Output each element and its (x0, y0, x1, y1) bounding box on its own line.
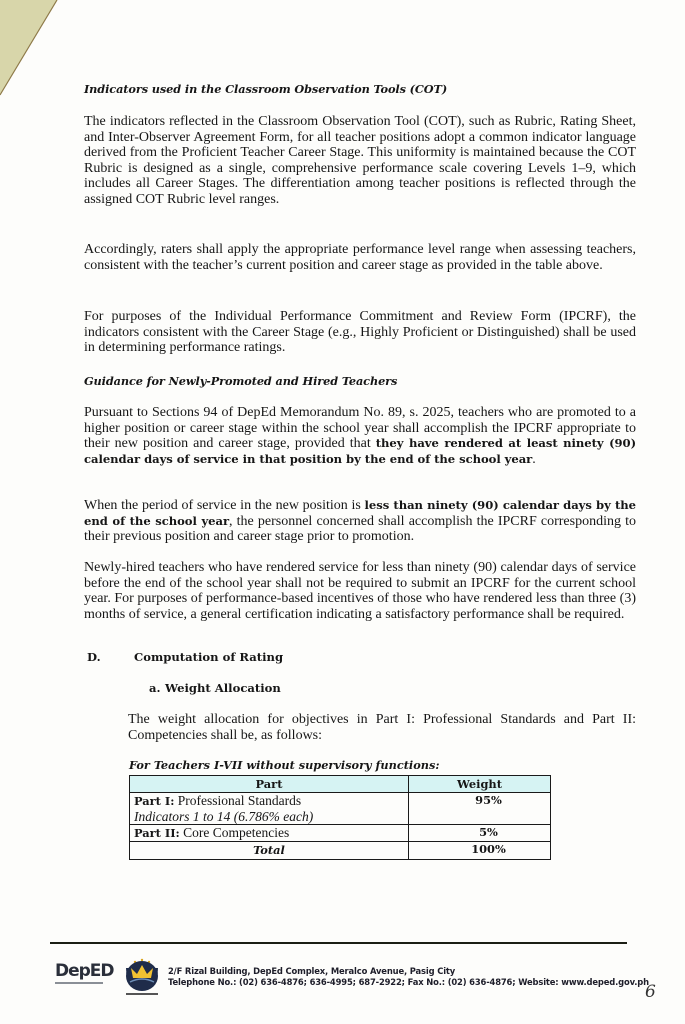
deped-logo-text: DepED (55, 961, 114, 981)
cot-paragraph-3: For purposes of the Individual Performance Commitment and Review Form (IPCRF), the indicators consistent with the Career Stage (e.g., Highly Proficient or Distinguished) shall be used in determining performance ratings. (84, 309, 636, 356)
guidance-p1-end: . (532, 451, 536, 467)
weight-allocation-table (129, 775, 551, 860)
total-label: Total (130, 842, 409, 860)
guidance-paragraph-3: Newly-hired teachers who have rendered service for less than ninety (90) calendar days of service before the end of the school year shall not be required to submit an IPCRF for the current school year. For purposes of performance-based incentives of those who have rendered less than three (3) months of service, a general certification indicating a satisfactory performance shall be required. (84, 560, 636, 622)
guidance-p1-bold: they have rendered at least ninety (90) calendar days of service in that position by the end of the school year (84, 436, 637, 466)
header-part: Part (130, 776, 409, 793)
guidance-p2-end: , the personnel concerned shall accomplish the IPCRF corresponding to their previous position and career stage prior to promotion. (84, 513, 636, 545)
guidance-p2-text: When the period of service in the new position is (84, 498, 365, 513)
cot-paragraph-1: The indicators reflected in the Classroom Observation Tool (COT), such as Rubric, Rating Sheet, and Inter-Observer Agreement Form, for all teacher positions adopt a common indicator language derived from the Proficient Teacher Career Stage. This uniformity is maintained because the COT Rubric is designed as a single, comprehensive performance scale covering Levels 1–9, which includes all Career Stages. The differentiation among teacher positions is reflected through the assigned COT Rubric level ranges. (84, 114, 636, 207)
handwritten-page-number: 6 (645, 982, 656, 1002)
footer-divider (50, 942, 627, 944)
deped-logo-tagline (55, 982, 103, 984)
part-cell (130, 793, 409, 825)
deped-logo-icon (55, 962, 115, 992)
guidance-p2-bold: less than ninety (90) calendar days by the end of the school year (84, 498, 637, 528)
weight-intro-paragraph: The weight allocation for objectives in Part I: Professional Standards and Part II: Competencies shall be, as follows: (128, 712, 636, 743)
footer-contact: Telephone No.: (02) 636-4876; 636-4995; 687-2922; Fax No.: (02) 636-4876; Website: www.deped.gov.ph (168, 977, 649, 987)
footer-contact-block (168, 966, 649, 988)
footer-address: 2/F Rizal Building, DepEd Complex, Meralco Avenue, Pasig City (168, 966, 456, 976)
section-d-title: Computation of Rating (134, 650, 284, 664)
total-weight: 100% (409, 842, 551, 860)
subsection-a-number: a. (149, 681, 161, 695)
part-name: Professional Standards (174, 793, 302, 808)
part-label: Part I: (134, 794, 175, 808)
cot-heading: Indicators used in the Classroom Observation Tools (COT) (84, 82, 448, 96)
table-caption: For Teachers I-VII without supervisory functions: (129, 758, 440, 772)
table-header-row (130, 776, 551, 793)
guidance-heading: Guidance for Newly-Promoted and Hired Teachers (84, 374, 398, 388)
part-subtext: Indicators 1 to 14 (6.786% each) (134, 809, 314, 824)
weight-cell: 5% (409, 825, 551, 842)
part-cell (130, 825, 409, 842)
guidance-paragraph-2 (84, 498, 636, 545)
table-total-row (130, 842, 551, 860)
weight-cell: 95% (409, 793, 551, 825)
guidance-paragraph-1 (84, 405, 636, 467)
part-name: Core Competencies (179, 825, 290, 840)
table-row (130, 793, 551, 825)
header-weight: Weight (409, 776, 551, 793)
part-label: Part II: (134, 826, 180, 840)
cot-paragraph-2: Accordingly, raters shall apply the appropriate performance level range when assessing teachers, consistent with the teacher’s current position and career stage as provided in the table above. (84, 242, 636, 273)
section-d-number: D. (87, 650, 101, 664)
subsection-a-heading (149, 681, 281, 695)
bagong-pilipinas-logo-icon (118, 952, 166, 998)
section-d-heading (87, 650, 283, 664)
table-row (130, 825, 551, 842)
guidance-p1-text: Pursuant to Sections 94 of DepEd Memorandum No. 89, s. 2025, teachers who are promoted to a higher position or career stage within the school year shall accomplish the IPCRF appropriate to their new position and career stage, provided that (84, 405, 636, 452)
subsection-a-title: Weight Allocation (165, 681, 281, 695)
